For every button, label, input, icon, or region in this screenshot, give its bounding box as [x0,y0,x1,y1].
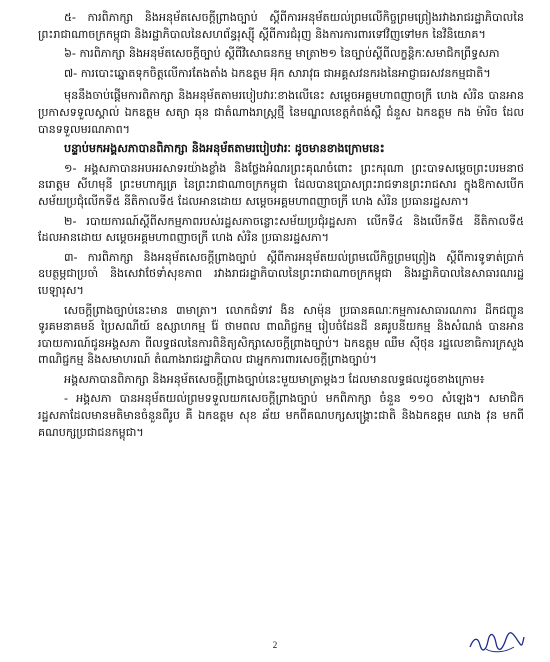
page-number: 2 [272,640,278,650]
result-item-1: ១- អង្គសភាបានអបអរសាទរយ៉ាងខ្លាំង និងថ្លែងអំណរព្រះគុណចំពោះ ព្រះករុណា ព្រះបាទសម្តេចព្រះបរមនាថ នរោត្តម សីហមុនី ព្រះមហាក្សត្រ នៃព្រះរាជាណាចក្រកម្ពុជា ដែលបានប្រោសព្រះរាជទានព្រះរាជសារ ក្នុងឱកាសបើកសម័យប្រជុំលើកទី៥ នីតិកាលទី៥ ដែលអានដោយ សម្តេចអគ្គមហាពញាចក្រី ហេង សំរិន ប្រធានរដ្ឋសភា។ [38,161,524,208]
result-item-2: ២- របាយការណ៍ស្តីពីសកម្មភាពរបស់រដ្ឋសភាចន្លោះសម័យប្រជុំរដ្ឋសភា លើកទី៤ និងលើកទី៥ នីតិកាលទី៥ ដែលអានដោយ សម្តេចអគ្គមហាពញាចក្រី ហេង សំរិន ប្រធានរដ្ឋសភា។ [38,214,524,245]
opening-paragraph: មុននឹងចាប់ផ្តើមការពិភាក្សា និងអនុម័តតាមរបៀបវារៈខាងលើនេះ សម្តេចអគ្គមហាពញាចក្រី ហេង សំរិន បានអានប្រកាសទទួលស្គាល់ ឯកឧត្តម សត្យា ឆុន ជាតំណាងរាស្ត្រថ្មី នៃមណ្ឌលខេត្តកំពង់ស្ពឺ ជំនួស ឯកឧត្តម កង ម៉ារិច ដែលបានទទួលមរណភាព។ [38,89,524,136]
vote-result-paragraph: - អង្គសភា បានអនុម័តយល់ព្រមទទួលយកសេចក្តីព្រាងច្បាប់ មកពិភាក្សា ចំនួន ១១០ សំឡេង។ សមាជិករដ្ឋសភាដែលមានមតិមានចំនួនពីរូប គឺ ឯកឧត្តម សុខ ឆ័យ មកពីគណបក្សសង្គ្រោះជាតិ និងឯកឧត្តម ឈាង វុន មកពីគណបក្សប្រជាជនកម្ពុជា។ [38,392,524,439]
agenda-item-6: ៦- ការពិភាក្សា និងអនុម័តសេចក្តីច្បាប់ ស្តីពីវិសោធនកម្ម មាត្រា២១ នៃច្បាប់ស្តីពីលក្ខន្តិកៈសមាជិកព្រឹទ្ធសភា [64,47,500,61]
agenda-item-7: ៧- ការបោះឆ្នោតទុកចិត្តលើការតែងតាំង ឯកឧត្តម អ៊ុក សារាវុធ ជាអគ្គសវនករងនៃអាជ្ញាធរសវនកម្មជាតិ។ [64,66,491,80]
result-item-3: ៣- ការពិភាក្សា និងអនុម័តសេចក្តីព្រាងច្បាប់ ស្តីពីការអនុម័តយល់ព្រមលើកិច្ចព្រមព្រៀង ស្តីពីការទូទាត់ប្រាក់ឧបត្ថម្ភជាប្រចាំ និងសេវាថែទាំសុខភាព រវាងរាជរដ្ឋាភិបាលនៃព្រះរាជាណាចក្រកម្ពុជា និងរដ្ឋាភិបាលនៃសាធារណរដ្ឋបេឡារុស។ [38,250,524,297]
agenda-item-5: ៥- ការពិភាក្សា និងអនុម័តសេចក្តីព្រាងច្បាប់ ស្តីពីការអនុម័តយល់ព្រមលើកិច្ចព្រមព្រៀងរវាងរាជរដ្ឋាភិបាលនៃព្រះរាជាណាចក្រកម្ពុជា និងរដ្ឋាភិបាលនៃសហព័ន្ធរុស្ស៊ី ស្តីពីការជំរុញ និងការការពារទៅវិញទៅមក នៃវិនិយោគ។ [38,11,524,41]
draft-law-paragraph: សេចក្តីព្រាងច្បាប់នេះមាន ៣មាត្រា។ លោកជំទាវ ងិន សាម៉ុន ប្រធានគណៈកម្មការសាធារណការ ដឹកជញ្ជូន ទូរគមនាគមន៍ ប្រៃសណីយ៍ ឧស្សាហកម្ម រ៉ែ ថាមពល ពាណិជ្ជកម្ម រៀបចំដែនដី នគរូបនីយកម្ម និងសំណង់ បានអានរបាយការណ៍ជូនអង្គសភា ពីលទ្ធផលនៃការពិនិត្យសិក្សាសេចក្តីព្រាងច្បាប់។ ឯកឧត្តម ឈឹម ស៊ីថុន រដ្ឋលេខាធិការក្រសួងពាណិជ្ជកម្ម និងសមាហរណ៍ តំណាងរាជរដ្ឋាភិបាល ជាអ្នកការពារសេចក្តីព្រាងច្បាប់។ [38,303,524,367]
handwritten-signature [468,629,526,655]
section-heading: បន្ទាប់មកអង្គសភាបានពិភាក្សា និងអនុម័តតាមរបៀបវារៈ ដូចមានខាងក្រោមនេះ [64,142,385,156]
vote-intro-paragraph: អង្គសភាបានពិភាក្សា និងអនុម័តសេចក្តីព្រាងច្បាប់នេះមួយមាត្រាម្តងៗ ដែលមានលទ្ធផលដូចខាងក្រោម៖ [64,372,485,386]
